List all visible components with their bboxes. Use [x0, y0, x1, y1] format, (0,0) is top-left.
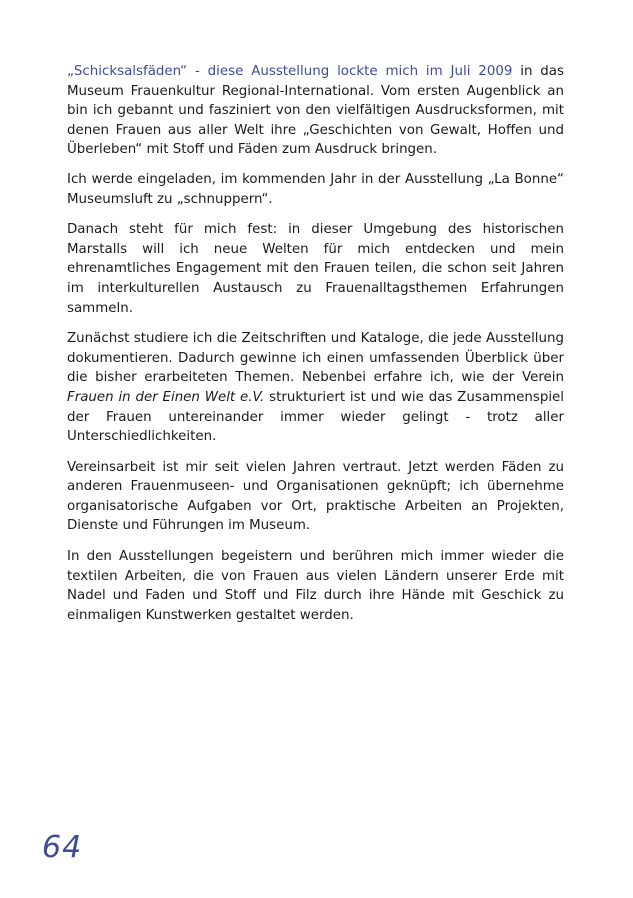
paragraph-6: In den Ausstellungen begeistern und berühren mich immer wieder die textilen Arbeiten, die von Frauen aus vielen Ländern unserer Erde mit Nadel und Faden und Stoff und Filz durch ihre Hände mit Geschick zu einmaligen Kunstwerken gestaltet werden.: [67, 549, 564, 623]
paragraph-4: [67, 329, 564, 447]
exhibition-lead-text: „Schicksalsfäden“ - diese Ausstellung lockte mich im Juli 2009: [67, 64, 513, 79]
paragraph-1-text: in das Museum Frauenkultur Regional-International. Vom ersten Augenblick an bin ich gebannt und fasziniert von den vielfältigen Ausdrucksformen, mit denen Frauen aus aller Welt ihre „Geschichten von Gewalt, Hoffen und Überleben“ mit Stoff und Fäden zum Ausdruck bringen.: [67, 64, 564, 158]
body-text: [67, 62, 564, 636]
paragraph-3: Danach steht für mich fest: in dieser Umgebung des historischen Marstalls will ich neue Welten für mich entdecken und mein ehrenamtliches Engagement mit den Frauen teilen, die schon seit Jahren im interkulturellen Austausch zu Frauenalltagsthemen Erfahrungen sammeln.: [67, 222, 564, 316]
paragraph-4-text-before: Zunächst studiere ich die Zeitschriften und Kataloge, die jede Ausstellung dokumentieren. Dadurch gewinne ich einen umfassenden Überblick über die bisher erarbeiteten Themen. Nebenbei erfahre ich, wie der Verein: [67, 331, 564, 386]
page-number: 64: [42, 830, 83, 865]
paragraph-5: Vereinsarbeit ist mir seit vielen Jahren vertraut. Jetzt werden Fäden zu anderen Frauenmuseen- und Organisationen geknüpft; ich übernehme organisatorische Aufgaben vor Ort, praktische Arbeiten an Projekten, Dienste und Führungen im Museum.: [67, 459, 564, 534]
paragraph-1: [67, 62, 564, 160]
paragraph-4-text-after: strukturiert ist und wie das Zusammenspiel der Frauen untereinander immer wieder gelingt - trotz aller Unterschiedlichkeiten.: [67, 389, 564, 445]
association-name: Frauen in der Einen Welt e.V.: [67, 389, 265, 405]
paragraph-2: Ich werde eingeladen, im kommenden Jahr in der Ausstellung „La Bonne“ Museumsluft zu „schnuppern“.: [67, 171, 564, 207]
